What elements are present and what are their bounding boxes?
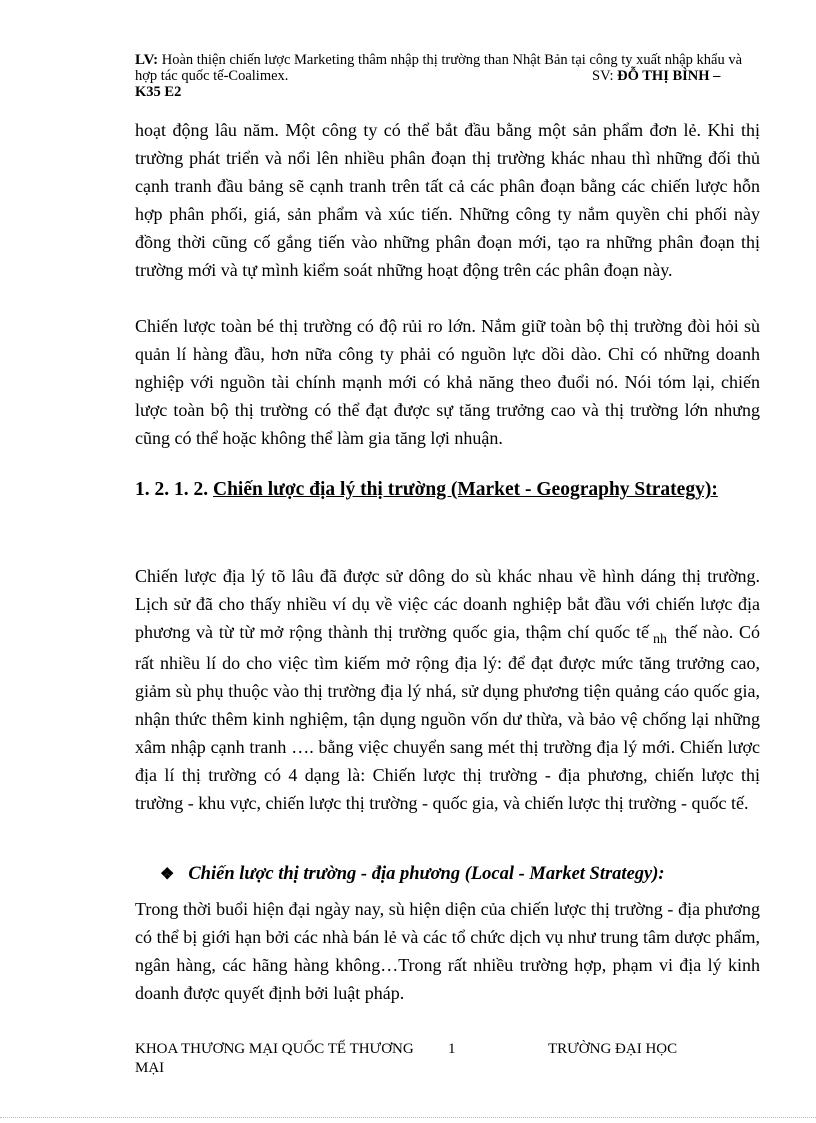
diamond-bullet-icon: ❖: [160, 866, 175, 883]
header-student-name: ĐỖ THỊ BÌNH –: [617, 68, 721, 84]
footer-university: TRƯỜNG ĐẠI HỌC: [548, 1041, 678, 1057]
header-lv-label: LV:: [135, 52, 159, 68]
footer-faculty: KHOA THƯƠNG MẠI QUỐC TẾ THƯƠNG MẠI: [135, 1041, 414, 1076]
page-bottom-divider: [0, 1117, 816, 1118]
subsection-title: Chiến lược thị trường - địa phương (Local - Market Strategy):: [188, 864, 665, 884]
header-sv-label: SV:: [592, 68, 614, 84]
paragraph-3: [135, 562, 760, 817]
section-title: Chiến lược địa lý thị trường (Market - Geography Strategy):: [213, 479, 718, 500]
page-header: [135, 52, 765, 100]
paragraph-2: Chiến lược toàn bé thị trường có độ rủi ro lớn. Nắm giữ toàn bộ thị trường đòi hỏi sù quản lí hàng đầu, hơn nữa công ty phải có nguồn lực dồi dào. Chỉ có những doanh nghiệp với nguồn tài chính mạnh mới có khả năng theo đuổi nó. Nói tóm lại, chiến lược toàn bộ thị trường có thể đạt được sự tăng trưởng cao và thị trường lớn nhưng cũng có thể hoặc không thể làm gia tăng lợi nhuận.: [135, 316, 760, 448]
section-number: 1. 2. 1. 2.: [135, 479, 209, 500]
header-title: Hoàn thiện chiến lược Marketing thâm nhập thị trường than Nhật Bản tại công ty xuất nhập khẩu và hợp tác quốc tế-Coalimex.: [135, 52, 743, 84]
footer-page-number: 1: [448, 1041, 456, 1057]
paragraph-3-stray-text: nh: [652, 632, 667, 647]
paragraph-3-part-2: thế nào. Có rất nhiều lí do cho việc tìm kiếm mở rộng địa lý: để đạt được mức tăng trưởng cao, giảm sù phụ thuộc vào thị trường địa lý nhá, sử dụng phương tiện quảng cáo quốc gia, nhận thức thêm kinh nghiệm, tận dụng nguồn vốn dư thừa, và bảo vệ chống lại những xâm nhập cạnh tranh …. bằng việc chuyển sang mét thị trường địa lý mới. Chiến lược địa lí thị trường có 4 dạng là: Chiến lược thị trường - địa phương, chiến lược thị trường - khu vực, chiến lược thị trường - quốc gia, và chiến lược thị trường - quốc tế.: [135, 622, 760, 813]
paragraph-1: hoạt động lâu năm. Một công ty có thể bắt đầu bằng một sản phẩm đơn lẻ. Khi thị trường phát triển và nổi lên nhiều phân đoạn thị trường khác nhau thì những đối thủ cạnh tranh đầu bảng sẽ cạnh tranh trên tất cả các phân đoạn bằng các chiến lược hỗn hợp phân phối, giá, sản phẩm và xúc tiến. Những công ty nắm quyền chi phối này đồng thời cũng cố gắng tiến vào những phân đoạn mới, tạo ra những phân đoạn thị trường mới và tự mình kiểm soát những hoạt động trên các phân đoạn này.: [135, 120, 760, 280]
subsection-heading: [160, 864, 665, 885]
header-class-code: K35 E2: [135, 84, 182, 100]
section-heading: [135, 474, 765, 505]
paragraph-4: Trong thời buổi hiện đại ngày nay, sù hiện diện của chiến lược thị trường - địa phương có thể bị giới hạn bởi các nhà bán lẻ và các tổ chức dịch vụ như trung tâm dược phẩm, ngân hàng, các hãng hàng không…Trong rất nhiều trường hợp, phạm vi địa lý kinh doanh được quyết định bởi luật pháp.: [135, 899, 760, 1003]
paragraph-3-part-1: Chiến lược địa lý tõ lâu đã được sử dông do sù khác nhau về hình dáng thị trường. Lịch sử đã cho thấy nhiều ví dụ về việc các doanh nghiệp bắt đầu với chiến lược địa phương và từ từ mở rộng thành thị trường quốc gia, thậm chí quốc tế: [135, 566, 760, 642]
header-student: [592, 68, 720, 84]
